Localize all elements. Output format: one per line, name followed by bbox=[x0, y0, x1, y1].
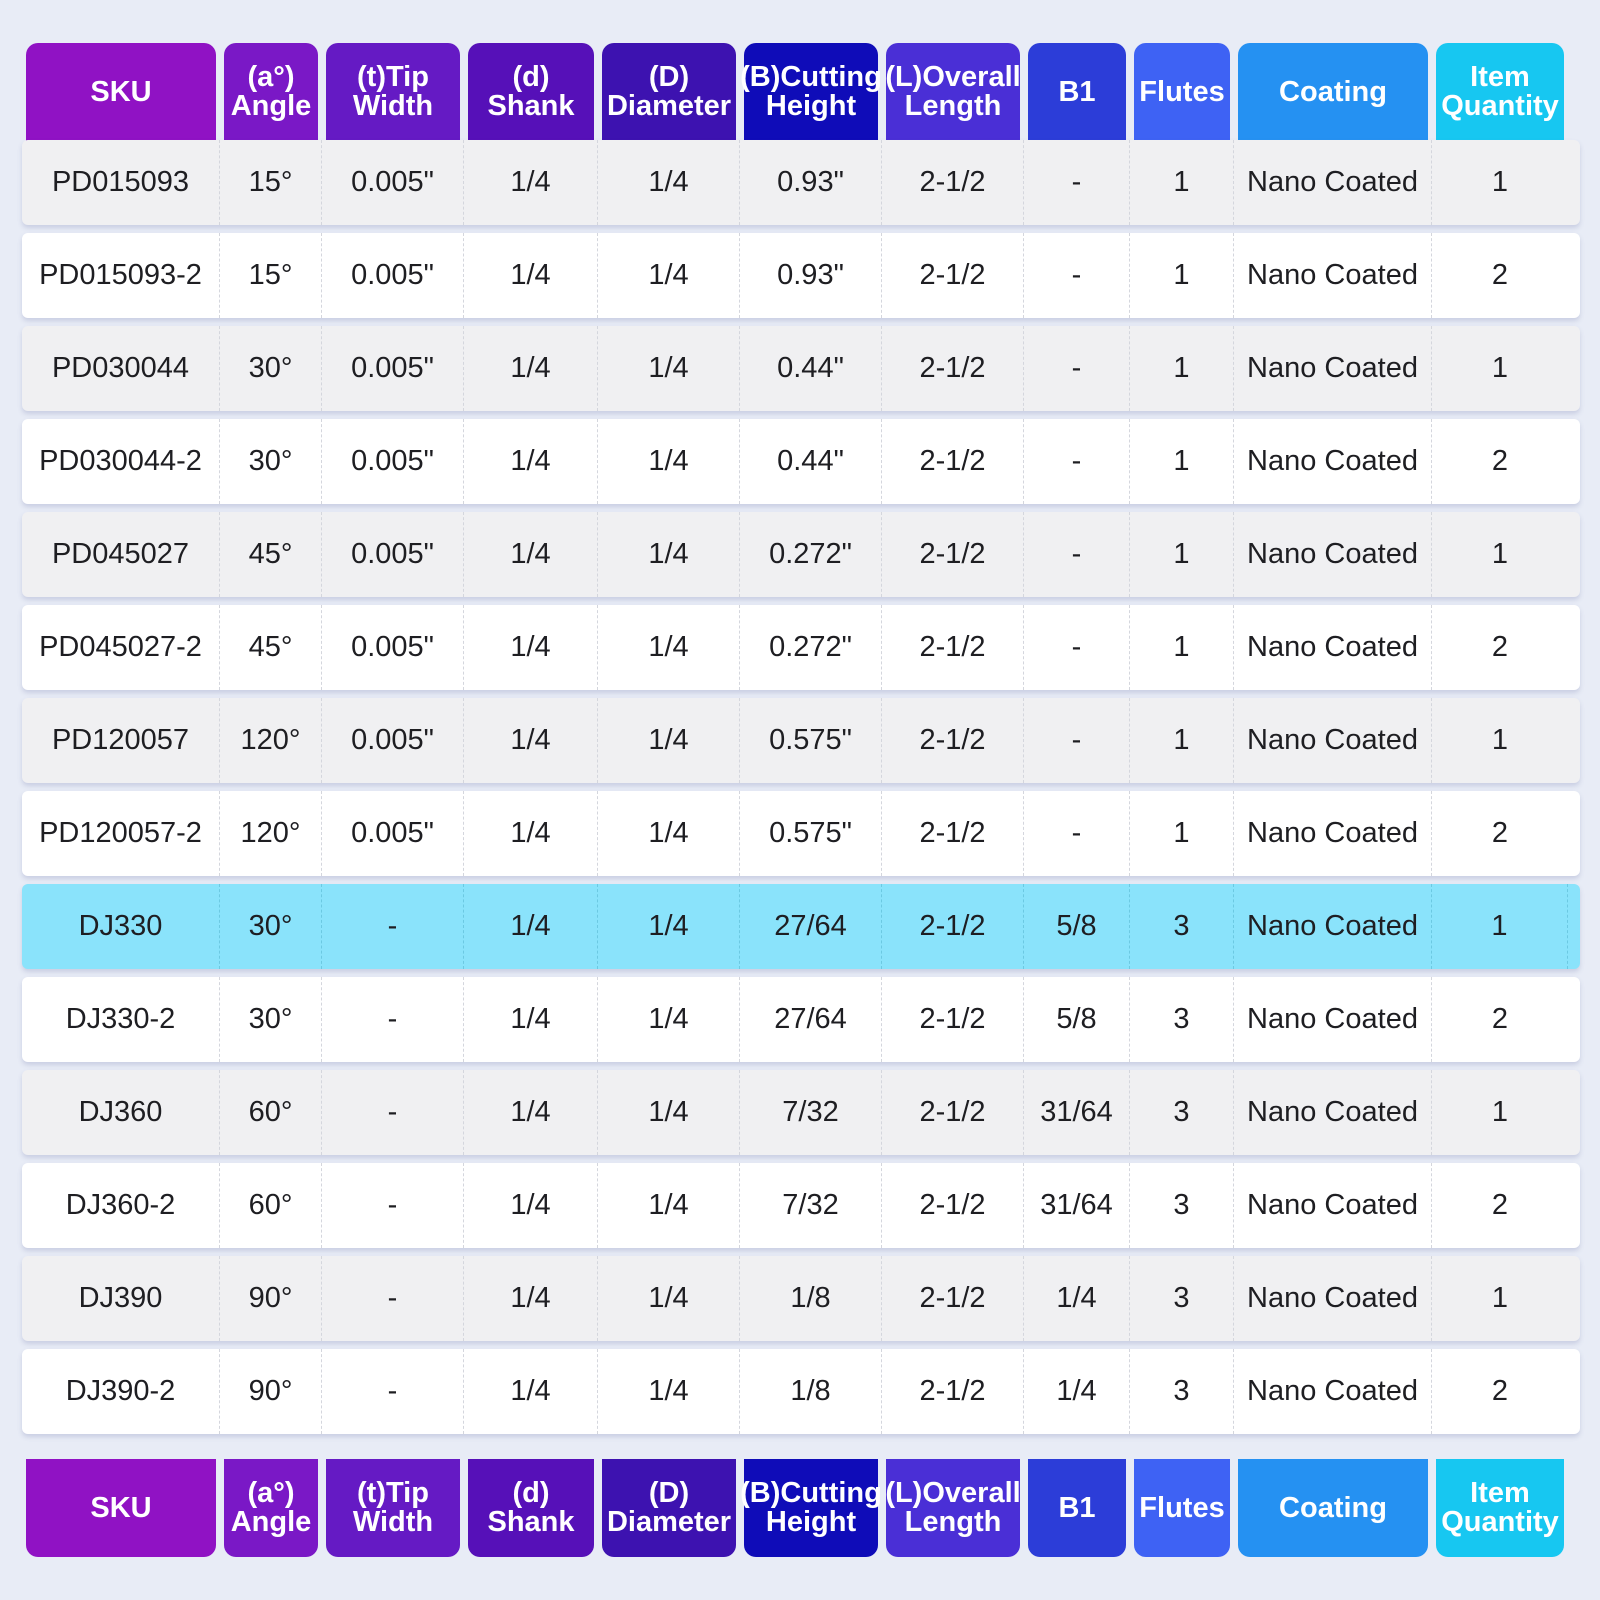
table-cell: PD120057-2 bbox=[22, 791, 220, 876]
table-cell: 1/4 bbox=[1024, 1256, 1130, 1341]
column-header bbox=[602, 1459, 736, 1557]
table-cell: 3 bbox=[1130, 1070, 1234, 1155]
table-cell: 2-1/2 bbox=[882, 977, 1024, 1062]
table-cell: 2 bbox=[1491, 631, 1509, 663]
table-cell: 30° bbox=[220, 884, 322, 969]
table-cell: PD015093-2 bbox=[22, 233, 220, 318]
table-row bbox=[22, 512, 1580, 597]
table-cell: 120° bbox=[220, 698, 322, 783]
table-cell: - bbox=[322, 1070, 464, 1155]
table-cell: 60° bbox=[220, 1070, 322, 1155]
table-cell: 7/32 bbox=[740, 1070, 882, 1155]
table-cell: 1/4 bbox=[598, 140, 740, 225]
table-cell: 2-1/2 bbox=[882, 1070, 1024, 1155]
table-cell: 0.005" bbox=[322, 140, 464, 225]
table-cell: 2-1/2 bbox=[882, 1163, 1024, 1248]
column-header bbox=[1436, 43, 1564, 141]
table-cell: Nano Coated bbox=[1234, 791, 1432, 876]
table-cell: 1 bbox=[1130, 140, 1234, 225]
column-header bbox=[740, 43, 882, 141]
table-cell: 1/4 bbox=[464, 977, 598, 1062]
table-cell: PD030044-2 bbox=[22, 419, 220, 504]
table-row bbox=[22, 233, 1580, 318]
column-header-label: B1 bbox=[1058, 1491, 1096, 1524]
column-header-label: Item Quantity bbox=[1441, 1477, 1559, 1538]
table-cell: 1/4 bbox=[598, 605, 740, 690]
table-cell: PD120057 bbox=[22, 698, 220, 783]
table-row bbox=[22, 605, 1580, 690]
table-cell: 0.44" bbox=[740, 326, 882, 411]
column-header-label: Coating bbox=[1279, 1491, 1387, 1524]
table-cell: 1/4 bbox=[464, 698, 598, 783]
table-cell: 2-1/2 bbox=[882, 1256, 1024, 1341]
table-cell: 1/4 bbox=[598, 1163, 740, 1248]
table-cell: 1 bbox=[1130, 791, 1234, 876]
column-header bbox=[740, 1459, 882, 1557]
table-cell: 3 bbox=[1130, 977, 1234, 1062]
table-cell: 3 bbox=[1130, 1163, 1234, 1248]
table-cell: - bbox=[1024, 791, 1130, 876]
table-cell: - bbox=[322, 1349, 464, 1434]
column-header-label: Item Quantity bbox=[1441, 61, 1559, 122]
table-cell: 2-1/2 bbox=[882, 605, 1024, 690]
column-header bbox=[326, 43, 460, 141]
table-cell: 15° bbox=[220, 140, 322, 225]
column-header bbox=[1028, 43, 1126, 141]
table-cell: Nano Coated bbox=[1234, 326, 1432, 411]
table-cell: 3 bbox=[1130, 1256, 1234, 1341]
table-cell: 1 bbox=[1130, 419, 1234, 504]
column-header bbox=[886, 1459, 1020, 1557]
table-cell: 1/4 bbox=[598, 977, 740, 1062]
table-cell: 1/4 bbox=[1024, 1349, 1130, 1434]
table-cell: 1 bbox=[1491, 538, 1509, 570]
table-cell: 2-1/2 bbox=[882, 512, 1024, 597]
table-cell: Nano Coated bbox=[1234, 977, 1432, 1062]
column-header-label: (B)Cutting Height bbox=[740, 61, 882, 122]
column-header bbox=[886, 43, 1020, 141]
table-cell: 1 bbox=[1130, 326, 1234, 411]
table-cell: 2-1/2 bbox=[882, 140, 1024, 225]
table-cell: 30° bbox=[220, 419, 322, 504]
column-header bbox=[468, 43, 594, 141]
table-cell: 1/4 bbox=[464, 791, 598, 876]
column-header-label: (D) Diameter bbox=[606, 1477, 732, 1538]
table-cell: - bbox=[1024, 512, 1130, 597]
table-cell: - bbox=[1024, 419, 1130, 504]
table-cell: 60° bbox=[220, 1163, 322, 1248]
table-cell: 3 bbox=[1130, 1349, 1234, 1434]
table-cell: 2-1/2 bbox=[882, 419, 1024, 504]
table-cell: - bbox=[1024, 605, 1130, 690]
table-cell: 90° bbox=[220, 1256, 322, 1341]
table-cell: Nano Coated bbox=[1234, 1163, 1432, 1248]
table-cell: 90° bbox=[220, 1349, 322, 1434]
table-cell: 1/4 bbox=[464, 1349, 598, 1434]
table-cell: 1/4 bbox=[464, 512, 598, 597]
table-cell: 1/4 bbox=[464, 1256, 598, 1341]
table-row bbox=[22, 977, 1580, 1062]
table-cell: 1 bbox=[1130, 512, 1234, 597]
table-cell: 1/4 bbox=[598, 791, 740, 876]
table-cell: 0.575" bbox=[740, 698, 882, 783]
column-header-label: SKU bbox=[90, 75, 152, 108]
table-cell: 1/4 bbox=[464, 419, 598, 504]
table-cell: Nano Coated bbox=[1234, 512, 1432, 597]
table-cell: 0.005" bbox=[322, 512, 464, 597]
table-cell: 0.272" bbox=[740, 512, 882, 597]
table-cell: - bbox=[322, 1163, 464, 1248]
table-row bbox=[22, 1070, 1580, 1155]
table-cell: 1 bbox=[1491, 166, 1509, 198]
table-cell: 1/4 bbox=[598, 326, 740, 411]
column-header bbox=[1028, 1459, 1126, 1557]
table-cell: 2-1/2 bbox=[882, 791, 1024, 876]
table-cell: 2 bbox=[1491, 1375, 1509, 1407]
table-cell: - bbox=[1024, 698, 1130, 783]
column-header-label: (d) Shank bbox=[487, 1477, 575, 1538]
column-header-label: (a°) Angle bbox=[230, 61, 312, 122]
table-cell: - bbox=[1024, 233, 1130, 318]
table-cell: 2 bbox=[1491, 1189, 1509, 1221]
column-header bbox=[468, 1459, 594, 1557]
table-cell: Nano Coated bbox=[1234, 233, 1432, 318]
table-cell: 1 bbox=[1130, 698, 1234, 783]
table-cell: 1/4 bbox=[464, 1163, 598, 1248]
table-cell: 1/8 bbox=[740, 1256, 882, 1341]
table-header-bottom bbox=[22, 1459, 1580, 1557]
table-cell: Nano Coated bbox=[1234, 140, 1432, 225]
table-cell: 1/4 bbox=[598, 419, 740, 504]
column-header-label: Flutes bbox=[1139, 75, 1225, 108]
table-cell: 1/4 bbox=[464, 605, 598, 690]
table-cell: PD015093 bbox=[22, 140, 220, 225]
table-cell: 1/4 bbox=[598, 512, 740, 597]
table-cell: 31/64 bbox=[1024, 1163, 1130, 1248]
table-cell: 7/32 bbox=[740, 1163, 882, 1248]
table-cell: 0.005" bbox=[322, 326, 464, 411]
table-cell: 0.93" bbox=[740, 233, 882, 318]
table-cell: 1/4 bbox=[598, 1070, 740, 1155]
table-cell: 2-1/2 bbox=[882, 1349, 1024, 1434]
table-cell: PD045027 bbox=[22, 512, 220, 597]
table-cell: 1/4 bbox=[598, 698, 740, 783]
table-cell: 1 bbox=[1491, 1282, 1509, 1314]
table-cell: DJ390-2 bbox=[22, 1349, 220, 1434]
table-cell: 27/64 bbox=[740, 977, 882, 1062]
column-header-label: SKU bbox=[90, 1491, 152, 1524]
column-header-label: (t)Tip Width bbox=[352, 61, 434, 122]
table-cell: 45° bbox=[220, 605, 322, 690]
table-cell: 2-1/2 bbox=[882, 884, 1024, 969]
column-header-label: (B)Cutting Height bbox=[740, 1477, 882, 1538]
table-cell: 0.93" bbox=[740, 140, 882, 225]
column-header bbox=[1134, 1459, 1230, 1557]
column-header bbox=[1238, 1459, 1428, 1557]
table-cell: DJ360 bbox=[22, 1070, 220, 1155]
column-header bbox=[26, 1459, 216, 1557]
table-cell: 30° bbox=[220, 977, 322, 1062]
table-cell: 2-1/2 bbox=[882, 698, 1024, 783]
table-cell: 1 bbox=[1130, 605, 1234, 690]
table-row bbox=[22, 326, 1580, 411]
table-cell: 1/4 bbox=[464, 326, 598, 411]
column-header-label: (L)Overall Length bbox=[885, 1477, 1021, 1538]
table-cell: 0.272" bbox=[740, 605, 882, 690]
table-cell: 2 bbox=[1491, 1003, 1509, 1035]
table-cell: Nano Coated bbox=[1234, 605, 1432, 690]
table-cell: 0.44" bbox=[740, 419, 882, 504]
table-cell: 1 bbox=[1491, 724, 1509, 756]
table-cell: 45° bbox=[220, 512, 322, 597]
column-header-label: Flutes bbox=[1139, 1491, 1225, 1524]
table-row bbox=[22, 791, 1580, 876]
table-row bbox=[22, 419, 1580, 504]
column-header-label: (t)Tip Width bbox=[352, 1477, 434, 1538]
table-row bbox=[22, 698, 1580, 783]
table-cell: DJ330-2 bbox=[22, 977, 220, 1062]
table-cell: 0.005" bbox=[322, 698, 464, 783]
table-cell: 5/8 bbox=[1024, 977, 1130, 1062]
table-cell: 27/64 bbox=[740, 884, 882, 969]
column-header bbox=[224, 1459, 318, 1557]
table-cell: 5/8 bbox=[1024, 884, 1130, 969]
column-header bbox=[602, 43, 736, 141]
table-row bbox=[22, 1163, 1580, 1248]
column-header bbox=[1134, 43, 1230, 141]
table-cell: Nano Coated bbox=[1234, 1349, 1432, 1434]
table-cell: 0.005" bbox=[322, 233, 464, 318]
table-cell: - bbox=[1024, 140, 1130, 225]
table-row bbox=[22, 140, 1580, 225]
column-header-label: (D) Diameter bbox=[606, 61, 732, 122]
table-cell: 0.575" bbox=[740, 791, 882, 876]
table-cell: - bbox=[322, 884, 464, 969]
table-cell: 2 bbox=[1491, 259, 1509, 291]
table-cell: 1/4 bbox=[598, 233, 740, 318]
table-cell: 1/4 bbox=[598, 884, 740, 969]
table-cell: 31/64 bbox=[1024, 1070, 1130, 1155]
table-row bbox=[22, 1349, 1580, 1434]
table-row bbox=[22, 1256, 1580, 1341]
column-header-label: (a°) Angle bbox=[230, 1477, 312, 1538]
column-header bbox=[1436, 1459, 1564, 1557]
table-cell: 1/4 bbox=[464, 140, 598, 225]
table-cell: Nano Coated bbox=[1234, 1256, 1432, 1341]
table-cell: 2-1/2 bbox=[882, 233, 1024, 318]
column-header-label: Coating bbox=[1279, 75, 1387, 108]
column-header-label: (L)Overall Length bbox=[885, 61, 1021, 122]
table-cell: 1/8 bbox=[740, 1349, 882, 1434]
table-cell: DJ330 bbox=[22, 884, 220, 969]
table-cell: 2-1/2 bbox=[882, 326, 1024, 411]
table-row bbox=[22, 884, 1580, 969]
column-header-label: B1 bbox=[1058, 75, 1096, 108]
table-cell: 1 bbox=[1491, 352, 1509, 384]
table-cell: 0.005" bbox=[322, 419, 464, 504]
table-cell: DJ360-2 bbox=[22, 1163, 220, 1248]
column-header bbox=[326, 1459, 460, 1557]
table-cell: 0.005" bbox=[322, 791, 464, 876]
table-cell: Nano Coated bbox=[1234, 419, 1432, 504]
table-cell: 15° bbox=[220, 233, 322, 318]
table-cell: 3 bbox=[1130, 884, 1234, 969]
table-cell: 30° bbox=[220, 326, 322, 411]
table-cell: - bbox=[1024, 326, 1130, 411]
column-header bbox=[224, 43, 318, 141]
table-cell: 1/4 bbox=[598, 1349, 740, 1434]
table-cell: 120° bbox=[220, 791, 322, 876]
table-cell: PD045027-2 bbox=[22, 605, 220, 690]
column-header bbox=[1238, 43, 1428, 141]
table-cell: Nano Coated bbox=[1234, 698, 1432, 783]
table-cell: 1 bbox=[1130, 233, 1234, 318]
table-cell: 2 bbox=[1491, 445, 1509, 477]
table-cell: - bbox=[322, 977, 464, 1062]
table-cell: Nano Coated bbox=[1234, 884, 1432, 969]
table-cell: 1/4 bbox=[464, 1070, 598, 1155]
table-cell: 2 bbox=[1491, 817, 1509, 849]
column-header bbox=[26, 43, 216, 141]
table-cell: 0.005" bbox=[322, 605, 464, 690]
table-cell: - bbox=[322, 1256, 464, 1341]
table-cell: 1/4 bbox=[464, 884, 598, 969]
table-cell: 1 bbox=[1432, 884, 1568, 969]
table-cell: 1/4 bbox=[598, 1256, 740, 1341]
column-header-label: (d) Shank bbox=[487, 61, 575, 122]
table-cell: PD030044 bbox=[22, 326, 220, 411]
table-cell: Nano Coated bbox=[1234, 1070, 1432, 1155]
table-header-top bbox=[22, 43, 1580, 141]
table-cell: 1 bbox=[1491, 1096, 1509, 1128]
table-cell: DJ390 bbox=[22, 1256, 220, 1341]
table-cell: 1/4 bbox=[464, 233, 598, 318]
